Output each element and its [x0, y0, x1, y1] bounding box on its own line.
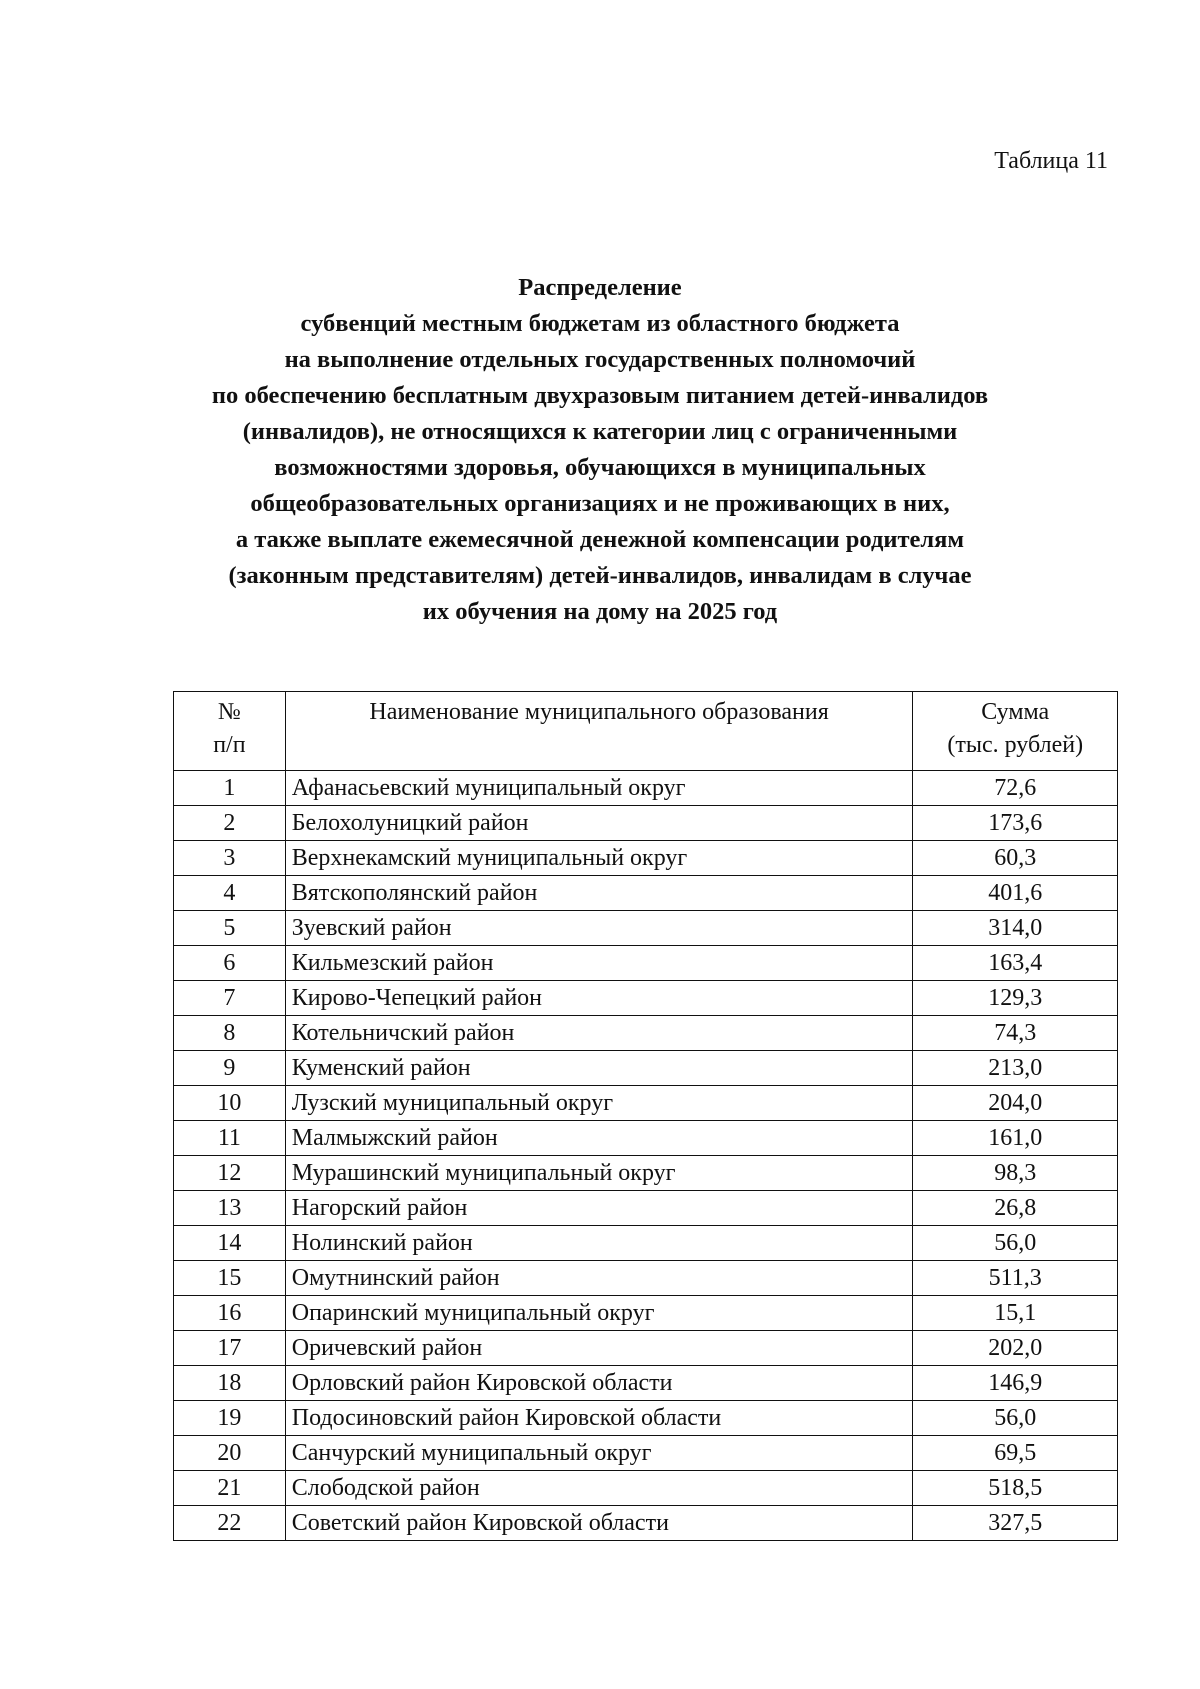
row-name: Орловский район Кировской области — [285, 1366, 913, 1401]
row-sum: 15,1 — [913, 1296, 1118, 1331]
row-number: 1 — [174, 771, 286, 806]
title-line: на выполнение отдельных государственных полномочий — [284, 346, 916, 373]
title-line: общеобразовательных организациях и не проживающих в них, — [250, 490, 950, 517]
row-name: Лузский муниципальный округ — [285, 1086, 913, 1121]
header-sum — [913, 692, 1118, 771]
title-line: а также выплате ежемесячной денежной компенсации родителям — [235, 526, 965, 553]
table-row — [174, 1191, 1118, 1226]
row-sum: 129,3 — [913, 981, 1118, 1016]
table-row — [174, 911, 1118, 946]
title-line: возможностями здоровья, обучающихся в муниципальных — [274, 454, 926, 481]
row-sum: 213,0 — [913, 1051, 1118, 1086]
header-number-line: п/п — [213, 732, 246, 758]
row-number: 7 — [174, 981, 286, 1016]
row-sum: 161,0 — [913, 1121, 1118, 1156]
row-name: Нагорский район — [285, 1191, 913, 1226]
row-sum: 56,0 — [913, 1226, 1118, 1261]
row-number: 11 — [174, 1121, 286, 1156]
table-row — [174, 841, 1118, 876]
row-name: Котельничский район — [285, 1016, 913, 1051]
row-number: 15 — [174, 1261, 286, 1296]
row-sum: 173,6 — [913, 806, 1118, 841]
row-sum: 204,0 — [913, 1086, 1118, 1121]
table-row — [174, 771, 1118, 806]
row-number: 18 — [174, 1366, 286, 1401]
row-sum: 202,0 — [913, 1331, 1118, 1366]
row-number: 21 — [174, 1471, 286, 1506]
row-sum: 163,4 — [913, 946, 1118, 981]
row-number: 8 — [174, 1016, 286, 1051]
row-name: Омутнинский район — [285, 1261, 913, 1296]
row-number: 20 — [174, 1436, 286, 1471]
row-name: Кирово-Чепецкий район — [285, 981, 913, 1016]
row-sum: 56,0 — [913, 1401, 1118, 1436]
table-row — [174, 1121, 1118, 1156]
row-sum: 146,9 — [913, 1366, 1118, 1401]
table-row — [174, 1086, 1118, 1121]
header-name — [285, 692, 913, 771]
title-line: (инвалидов), не относящихся к категории лиц с ограниченными — [242, 418, 958, 445]
row-name: Нолинский район — [285, 1226, 913, 1261]
title-line: (законным представителям) детей-инвалидов, инвалидам в случае — [228, 562, 972, 589]
table-row — [174, 1051, 1118, 1086]
row-number: 2 — [174, 806, 286, 841]
table-row — [174, 1471, 1118, 1506]
row-sum: 327,5 — [913, 1506, 1118, 1541]
row-sum: 74,3 — [913, 1016, 1118, 1051]
header-sum-line: (тыс. рублей) — [947, 732, 1084, 758]
row-name: Кильмезский район — [285, 946, 913, 981]
table-row — [174, 1226, 1118, 1261]
table-header-row — [174, 692, 1118, 771]
row-number: 6 — [174, 946, 286, 981]
row-number: 22 — [174, 1506, 286, 1541]
table-row — [174, 1401, 1118, 1436]
row-name: Оричевский район — [285, 1331, 913, 1366]
title-line: субвенций местным бюджетам из областного бюджета — [300, 310, 900, 337]
row-sum: 511,3 — [913, 1261, 1118, 1296]
row-name: Белохолуницкий район — [285, 806, 913, 841]
table-row — [174, 1506, 1118, 1541]
row-number: 10 — [174, 1086, 286, 1121]
table-row — [174, 1296, 1118, 1331]
row-name: Малмыжский район — [285, 1121, 913, 1156]
row-name: Санчурский муниципальный округ — [285, 1436, 913, 1471]
table-number: Таблица 11 — [994, 148, 1108, 174]
row-sum: 26,8 — [913, 1191, 1118, 1226]
header-name-text: Наименование муниципального образования — [369, 699, 829, 725]
table-row — [174, 1366, 1118, 1401]
table-row — [174, 1156, 1118, 1191]
header-number-line: № — [217, 699, 241, 725]
row-name: Вятскополянский район — [285, 876, 913, 911]
row-sum: 518,5 — [913, 1471, 1118, 1506]
table-row — [174, 1331, 1118, 1366]
row-sum: 69,5 — [913, 1436, 1118, 1471]
row-sum: 98,3 — [913, 1156, 1118, 1191]
row-number: 17 — [174, 1331, 286, 1366]
header-sum-line: Сумма — [981, 699, 1050, 725]
row-name: Верхнекамский муниципальный округ — [285, 841, 913, 876]
row-name: Зуевский район — [285, 911, 913, 946]
row-number: 12 — [174, 1156, 286, 1191]
title-line: Распределение — [518, 274, 682, 301]
row-number: 9 — [174, 1051, 286, 1086]
subvention-table — [173, 691, 1118, 1541]
row-name: Мурашинский муниципальный округ — [285, 1156, 913, 1191]
row-name: Опаринский муниципальный округ — [285, 1296, 913, 1331]
row-number: 4 — [174, 876, 286, 911]
row-number: 14 — [174, 1226, 286, 1261]
row-sum: 314,0 — [913, 911, 1118, 946]
header-number — [174, 692, 286, 771]
row-name: Афанасьевский муниципальный округ — [285, 771, 913, 806]
row-name: Советский район Кировской области — [285, 1506, 913, 1541]
row-sum: 401,6 — [913, 876, 1118, 911]
title-line: по обеспечению бесплатным двухразовым питанием детей-инвалидов — [211, 382, 989, 409]
table-row — [174, 1016, 1118, 1051]
row-number: 16 — [174, 1296, 286, 1331]
row-name: Подосиновский район Кировской области — [285, 1401, 913, 1436]
row-number: 13 — [174, 1191, 286, 1226]
row-name: Куменский район — [285, 1051, 913, 1086]
table-row — [174, 806, 1118, 841]
table-row — [174, 981, 1118, 1016]
row-sum: 72,6 — [913, 771, 1118, 806]
row-number: 19 — [174, 1401, 286, 1436]
row-sum: 60,3 — [913, 841, 1118, 876]
document-title — [0, 270, 1200, 630]
table-row — [174, 1261, 1118, 1296]
row-number: 5 — [174, 911, 286, 946]
table-row — [174, 946, 1118, 981]
table-row — [174, 876, 1118, 911]
row-name: Слободской район — [285, 1471, 913, 1506]
table-row — [174, 1436, 1118, 1471]
row-number: 3 — [174, 841, 286, 876]
title-line: их обучения на дому на 2025 год — [422, 598, 778, 625]
